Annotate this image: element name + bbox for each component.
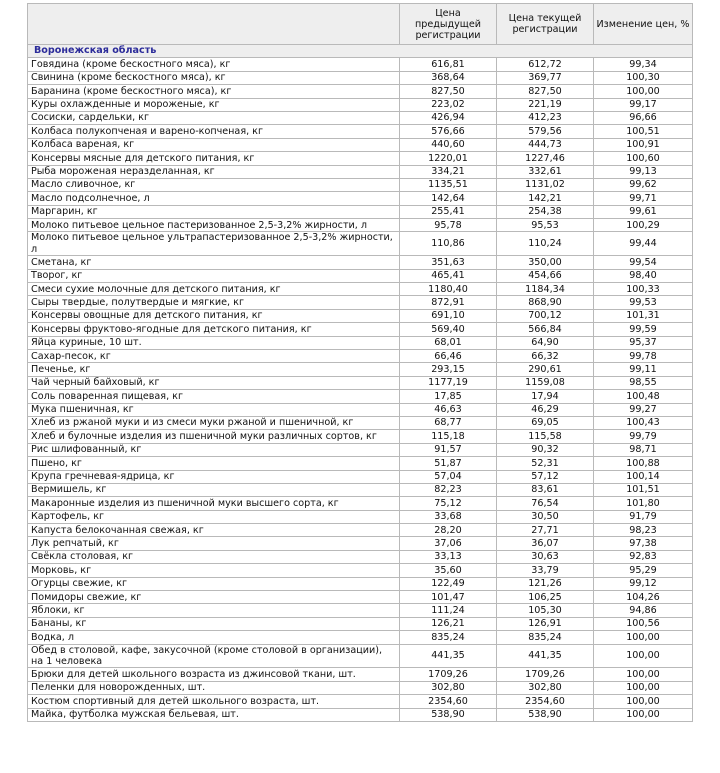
table-row — [28, 336, 693, 349]
prev-price: 302,80 — [400, 681, 497, 694]
item-name: Консервы фруктово-ягодные для детского питания, кг — [28, 323, 400, 336]
curr-price: 835,24 — [497, 631, 594, 644]
item-name: Сосиски, сардельки, кг — [28, 111, 400, 124]
price-change: 91,79 — [594, 510, 693, 523]
curr-price: 612,72 — [497, 58, 594, 71]
table-row — [28, 403, 693, 416]
curr-price: 412,23 — [497, 111, 594, 124]
price-table-container — [27, 3, 693, 722]
item-name: Творог, кг — [28, 269, 400, 282]
item-name: Молоко питьевое цельное пастеризованное 2,5-3,2% жирности, л — [28, 219, 400, 232]
curr-price: 444,73 — [497, 138, 594, 151]
item-name: Капуста белокочанная свежая, кг — [28, 524, 400, 537]
price-change: 100,29 — [594, 219, 693, 232]
table-row — [28, 283, 693, 296]
curr-price: 106,25 — [497, 591, 594, 604]
item-name: Костюм спортивный для детей школьного возраста, шт. — [28, 695, 400, 708]
table-row — [28, 604, 693, 617]
curr-price: 538,90 — [497, 708, 594, 721]
header-name — [28, 4, 400, 45]
curr-price: 17,94 — [497, 390, 594, 403]
prev-price: 110,86 — [400, 232, 497, 256]
item-name: Чай черный байховый, кг — [28, 376, 400, 389]
table-row — [28, 205, 693, 218]
item-name: Колбаса полукопченая и варено-копченая, кг — [28, 125, 400, 138]
price-change: 95,29 — [594, 564, 693, 577]
prev-price: 82,23 — [400, 483, 497, 496]
curr-price: 46,29 — [497, 403, 594, 416]
item-name: Обед в столовой, кафе, закусочной (кроме столовой в организации), на 1 человека — [28, 644, 400, 668]
price-change: 100,00 — [594, 631, 693, 644]
header-row — [28, 4, 693, 45]
table-row — [28, 631, 693, 644]
prev-price: 35,60 — [400, 564, 497, 577]
price-change: 99,12 — [594, 577, 693, 590]
prev-price: 91,57 — [400, 443, 497, 456]
curr-price: 1184,34 — [497, 283, 594, 296]
price-change: 98,55 — [594, 376, 693, 389]
item-name: Майка, футболка мужская бельевая, шт. — [28, 708, 400, 721]
item-name: Свёкла столовая, кг — [28, 550, 400, 563]
price-change: 99,71 — [594, 192, 693, 205]
table-row — [28, 58, 693, 71]
price-change: 100,51 — [594, 125, 693, 138]
header-curr-price: Цена текущей регистрации — [497, 4, 594, 45]
item-name: Консервы овощные для детского питания, кг — [28, 309, 400, 322]
table-row — [28, 537, 693, 550]
price-change: 100,00 — [594, 708, 693, 721]
prev-price: 33,13 — [400, 550, 497, 563]
price-change: 100,30 — [594, 71, 693, 84]
table-row — [28, 577, 693, 590]
prev-price: 17,85 — [400, 390, 497, 403]
item-name: Макаронные изделия из пшеничной муки высшего сорта, кг — [28, 497, 400, 510]
item-name: Пеленки для новорожденных, шт. — [28, 681, 400, 694]
prev-price: 1177,19 — [400, 376, 497, 389]
table-row — [28, 617, 693, 630]
curr-price: 700,12 — [497, 309, 594, 322]
table-row — [28, 376, 693, 389]
price-change: 100,43 — [594, 416, 693, 429]
price-change: 101,51 — [594, 483, 693, 496]
curr-price: 369,77 — [497, 71, 594, 84]
table-row — [28, 695, 693, 708]
price-change: 100,00 — [594, 695, 693, 708]
item-name: Пшено, кг — [28, 457, 400, 470]
prev-price: 223,02 — [400, 98, 497, 111]
table-row — [28, 323, 693, 336]
prev-price: 68,77 — [400, 416, 497, 429]
curr-price: 441,35 — [497, 644, 594, 668]
prev-price: 1709,26 — [400, 668, 497, 681]
price-change: 100,91 — [594, 138, 693, 151]
price-change: 101,31 — [594, 309, 693, 322]
item-name: Масло сливочное, кг — [28, 178, 400, 191]
table-row — [28, 483, 693, 496]
table-row — [28, 457, 693, 470]
item-name: Смеси сухие молочные для детского питания, кг — [28, 283, 400, 296]
curr-price: 142,21 — [497, 192, 594, 205]
price-change: 100,00 — [594, 681, 693, 694]
prev-price: 28,20 — [400, 524, 497, 537]
table-row — [28, 443, 693, 456]
table-row — [28, 256, 693, 269]
curr-price: 52,31 — [497, 457, 594, 470]
prev-price: 66,46 — [400, 350, 497, 363]
table-row — [28, 71, 693, 84]
curr-price: 110,24 — [497, 232, 594, 256]
table-row — [28, 416, 693, 429]
table-row — [28, 269, 693, 282]
table-row — [28, 85, 693, 98]
table-row — [28, 111, 693, 124]
table-row — [28, 152, 693, 165]
item-name: Рис шлифованный, кг — [28, 443, 400, 456]
price-change: 99,44 — [594, 232, 693, 256]
table-row — [28, 309, 693, 322]
prev-price: 1135,51 — [400, 178, 497, 191]
curr-price: 454,66 — [497, 269, 594, 282]
curr-price: 1709,26 — [497, 668, 594, 681]
price-change: 98,23 — [594, 524, 693, 537]
prev-price: 142,64 — [400, 192, 497, 205]
prev-price: 835,24 — [400, 631, 497, 644]
prev-price: 576,66 — [400, 125, 497, 138]
table-row — [28, 125, 693, 138]
price-change: 99,27 — [594, 403, 693, 416]
price-change: 100,88 — [594, 457, 693, 470]
price-change: 99,62 — [594, 178, 693, 191]
table-row — [28, 681, 693, 694]
item-name: Яблоки, кг — [28, 604, 400, 617]
price-change: 94,86 — [594, 604, 693, 617]
prev-price: 827,50 — [400, 85, 497, 98]
price-change: 99,54 — [594, 256, 693, 269]
prev-price: 351,63 — [400, 256, 497, 269]
table-row — [28, 363, 693, 376]
prev-price: 368,64 — [400, 71, 497, 84]
table-row — [28, 350, 693, 363]
price-change: 99,34 — [594, 58, 693, 71]
item-name: Масло подсолнечное, л — [28, 192, 400, 205]
table-row — [28, 550, 693, 563]
table-row — [28, 192, 693, 205]
prev-price: 1220,01 — [400, 152, 497, 165]
curr-price: 302,80 — [497, 681, 594, 694]
item-name: Бананы, кг — [28, 617, 400, 630]
price-change: 99,17 — [594, 98, 693, 111]
price-change: 104,26 — [594, 591, 693, 604]
curr-price: 254,38 — [497, 205, 594, 218]
item-name: Рыба мороженая неразделанная, кг — [28, 165, 400, 178]
item-name: Картофель, кг — [28, 510, 400, 523]
curr-price: 221,19 — [497, 98, 594, 111]
table-row — [28, 470, 693, 483]
region-title: Воронежская область — [28, 45, 693, 58]
prev-price: 75,12 — [400, 497, 497, 510]
curr-price: 76,54 — [497, 497, 594, 510]
table-row — [28, 708, 693, 721]
prev-price: 126,21 — [400, 617, 497, 630]
prev-price: 68,01 — [400, 336, 497, 349]
item-name: Вермишель, кг — [28, 483, 400, 496]
curr-price: 83,61 — [497, 483, 594, 496]
table-row — [28, 524, 693, 537]
curr-price: 30,50 — [497, 510, 594, 523]
prev-price: 441,35 — [400, 644, 497, 668]
price-change: 99,79 — [594, 430, 693, 443]
item-name: Мука пшеничная, кг — [28, 403, 400, 416]
item-name: Яйца куриные, 10 шт. — [28, 336, 400, 349]
price-change: 101,80 — [594, 497, 693, 510]
price-table — [27, 3, 693, 722]
table-row — [28, 668, 693, 681]
price-change: 100,48 — [594, 390, 693, 403]
item-name: Хлеб из ржаной муки и из смеси муки ржаной и пшеничной, кг — [28, 416, 400, 429]
prev-price: 46,63 — [400, 403, 497, 416]
prev-price: 334,21 — [400, 165, 497, 178]
price-change: 97,38 — [594, 537, 693, 550]
table-row — [28, 296, 693, 309]
item-name: Огурцы свежие, кг — [28, 577, 400, 590]
prev-price: 33,68 — [400, 510, 497, 523]
prev-price: 115,18 — [400, 430, 497, 443]
table-row — [28, 165, 693, 178]
curr-price: 332,61 — [497, 165, 594, 178]
item-name: Морковь, кг — [28, 564, 400, 577]
curr-price: 30,63 — [497, 550, 594, 563]
curr-price: 121,26 — [497, 577, 594, 590]
item-name: Свинина (кроме бескостного мяса), кг — [28, 71, 400, 84]
prev-price: 569,40 — [400, 323, 497, 336]
item-name: Колбаса вареная, кг — [28, 138, 400, 151]
prev-price: 255,41 — [400, 205, 497, 218]
item-name: Маргарин, кг — [28, 205, 400, 218]
curr-price: 1131,02 — [497, 178, 594, 191]
curr-price: 27,71 — [497, 524, 594, 537]
table-row — [28, 510, 693, 523]
table-row — [28, 390, 693, 403]
price-change: 100,00 — [594, 644, 693, 668]
price-change: 99,61 — [594, 205, 693, 218]
price-change: 98,71 — [594, 443, 693, 456]
item-name: Сыры твердые, полутвердые и мягкие, кг — [28, 296, 400, 309]
item-name: Баранина (кроме бескостного мяса), кг — [28, 85, 400, 98]
header-prev-price: Цена предыдущей регистрации — [400, 4, 497, 45]
curr-price: 95,53 — [497, 219, 594, 232]
price-change: 100,14 — [594, 470, 693, 483]
price-change: 100,00 — [594, 85, 693, 98]
item-name: Сметана, кг — [28, 256, 400, 269]
prev-price: 440,60 — [400, 138, 497, 151]
prev-price: 872,91 — [400, 296, 497, 309]
prev-price: 538,90 — [400, 708, 497, 721]
prev-price: 1180,40 — [400, 283, 497, 296]
table-row — [28, 497, 693, 510]
item-name: Водка, л — [28, 631, 400, 644]
price-change: 100,00 — [594, 668, 693, 681]
curr-price: 115,58 — [497, 430, 594, 443]
prev-price: 111,24 — [400, 604, 497, 617]
item-name: Лук репчатый, кг — [28, 537, 400, 550]
curr-price: 33,79 — [497, 564, 594, 577]
price-change: 99,53 — [594, 296, 693, 309]
curr-price: 105,30 — [497, 604, 594, 617]
curr-price: 126,91 — [497, 617, 594, 630]
price-change: 100,60 — [594, 152, 693, 165]
item-name: Хлеб и булочные изделия из пшеничной муки различных сортов, кг — [28, 430, 400, 443]
curr-price: 1227,46 — [497, 152, 594, 165]
curr-price: 66,32 — [497, 350, 594, 363]
item-name: Говядина (кроме бескостного мяса), кг — [28, 58, 400, 71]
curr-price: 290,61 — [497, 363, 594, 376]
curr-price: 566,84 — [497, 323, 594, 336]
curr-price: 1159,08 — [497, 376, 594, 389]
price-change: 99,78 — [594, 350, 693, 363]
prev-price: 616,81 — [400, 58, 497, 71]
curr-price: 827,50 — [497, 85, 594, 98]
item-name: Молоко питьевое цельное ультрапастеризованное 2,5-3,2% жирности, л — [28, 232, 400, 256]
price-change: 100,56 — [594, 617, 693, 630]
item-name: Помидоры свежие, кг — [28, 591, 400, 604]
prev-price: 293,15 — [400, 363, 497, 376]
prev-price: 465,41 — [400, 269, 497, 282]
price-change: 96,66 — [594, 111, 693, 124]
table-row — [28, 232, 693, 256]
table-row — [28, 644, 693, 668]
header-change: Изменение цен, % — [594, 4, 693, 45]
table-row — [28, 430, 693, 443]
price-change: 100,33 — [594, 283, 693, 296]
table-row — [28, 219, 693, 232]
price-change: 98,40 — [594, 269, 693, 282]
item-name: Брюки для детей школьного возраста из джинсовой ткани, шт. — [28, 668, 400, 681]
price-change: 95,37 — [594, 336, 693, 349]
prev-price: 122,49 — [400, 577, 497, 590]
table-row — [28, 564, 693, 577]
curr-price: 868,90 — [497, 296, 594, 309]
price-change: 99,11 — [594, 363, 693, 376]
price-change: 99,13 — [594, 165, 693, 178]
table-row — [28, 591, 693, 604]
prev-price: 426,94 — [400, 111, 497, 124]
prev-price: 101,47 — [400, 591, 497, 604]
prev-price: 57,04 — [400, 470, 497, 483]
table-body — [28, 45, 693, 722]
curr-price: 579,56 — [497, 125, 594, 138]
region-row — [28, 45, 693, 58]
curr-price: 36,07 — [497, 537, 594, 550]
price-change: 99,59 — [594, 323, 693, 336]
item-name: Печенье, кг — [28, 363, 400, 376]
curr-price: 90,32 — [497, 443, 594, 456]
prev-price: 691,10 — [400, 309, 497, 322]
curr-price: 2354,60 — [497, 695, 594, 708]
item-name: Крупа гречневая-ядрица, кг — [28, 470, 400, 483]
table-row — [28, 138, 693, 151]
item-name: Консервы мясные для детского питания, кг — [28, 152, 400, 165]
item-name: Сахар-песок, кг — [28, 350, 400, 363]
table-row — [28, 178, 693, 191]
prev-price: 95,78 — [400, 219, 497, 232]
prev-price: 51,87 — [400, 457, 497, 470]
curr-price: 57,12 — [497, 470, 594, 483]
table-row — [28, 98, 693, 111]
price-change: 92,83 — [594, 550, 693, 563]
item-name: Соль поваренная пищевая, кг — [28, 390, 400, 403]
item-name: Куры охлажденные и мороженые, кг — [28, 98, 400, 111]
curr-price: 64,90 — [497, 336, 594, 349]
prev-price: 2354,60 — [400, 695, 497, 708]
curr-price: 350,00 — [497, 256, 594, 269]
prev-price: 37,06 — [400, 537, 497, 550]
curr-price: 69,05 — [497, 416, 594, 429]
